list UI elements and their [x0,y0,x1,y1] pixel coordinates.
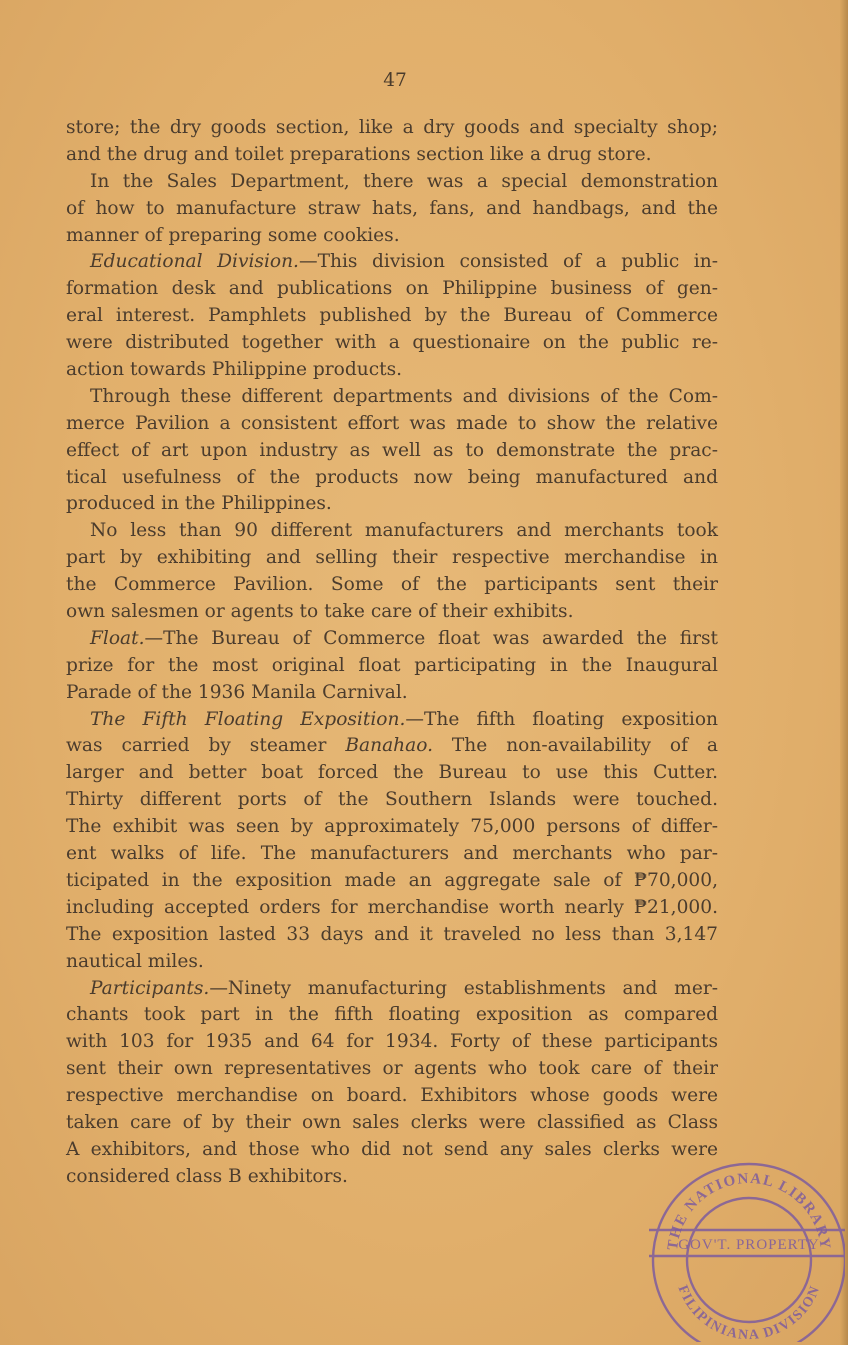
text-line [66,895,718,922]
text-segment: —The Bureau of Commerce float was awarded the first [144,627,718,649]
italic-heading: Participants. [90,977,210,999]
text-segment: The exhibit was seen by approximately 75,000 persons of differ- [66,816,718,838]
text-segment: Through these different departments and divisions of the Com- [90,385,718,407]
text-line [66,733,718,760]
text-segment: including accepted orders for merchandise worth nearly ₱21,000. [66,896,718,918]
text-segment: prize for the most original float participating in the Inaugural [66,654,718,676]
text-line [66,1029,718,1056]
text-line [66,249,718,276]
page-edge [840,0,848,1345]
text-segment: were distributed together with a questionaire on the public re- [66,332,718,354]
text-segment: tical usefulness of the products now being manufactured and [66,466,718,488]
text-line [66,841,718,868]
text-line [66,653,718,680]
text-segment: manner of preparing some cookies. [66,224,400,246]
stamp-outer-ring [653,1164,845,1342]
text-line [66,545,718,572]
text-line [66,626,718,653]
text-segment: eral interest. Pamphlets published by the Bureau of Commerce [66,305,718,327]
text-line [66,276,718,303]
text-segment: ticipated in the exposition made an aggregate sale of ₱70,000, [66,869,718,891]
text-segment: chants took part in the fifth floating exposition as compared [66,1004,718,1026]
text-line [66,438,718,465]
text-segment: larger and better boat forced the Bureau to use this Cutter. [66,762,718,784]
text-line [66,1110,718,1137]
page-number: 47 [383,70,407,91]
text-line [66,572,718,599]
text-segment: effect of art upon industry as well as to demonstrate the prac- [66,439,718,461]
text-segment: —This division consisted of a public in- [298,251,719,273]
text-line [66,787,718,814]
text-line [66,868,718,895]
text-segment: of how to manufacture straw hats, fans, and handbags, and the [66,197,718,219]
text-line [66,411,718,438]
text-line [66,330,718,357]
text-segment: store; the dry goods section, like a dry goods and specialty shop; [66,117,718,138]
text-line [66,115,718,142]
text-segment: formation desk and publications on Philippine business of gen- [66,278,718,300]
text-segment: taken care of by their own sales clerks were classified as Class [66,1111,718,1133]
italic-heading: Banahao. [345,735,433,757]
text-line [66,1083,718,1110]
text-segment: with 103 for 1935 and 64 for 1934. Forty of these participants [66,1031,718,1053]
text-line [66,518,718,545]
stamp-top-text: THE NATIONAL LIBRARY [665,1170,833,1252]
italic-heading: Educational Division. [90,251,299,273]
text-line [66,303,718,330]
text-segment: action towards Philippine products. [66,359,403,381]
text-line [66,814,718,841]
text-segment: respective merchandise on board. Exhibitors whose goods were [66,1085,718,1107]
text-segment: and the drug and toilet preparations section like a drug store. [66,143,652,165]
library-stamp [645,1160,845,1342]
text-line [66,169,718,196]
text-segment: Thirty different ports of the Southern Islands were touched. [66,789,718,811]
text-segment: —The fifth floating exposition [405,708,718,730]
italic-heading: The Fifth Floating Exposition. [90,708,406,730]
text-line [66,599,718,626]
text-line [66,760,718,787]
body-text [66,115,718,1191]
text-segment: sent their own representatives or agents who took care of their [66,1058,718,1080]
text-line [66,465,718,492]
text-segment: In the Sales Department, there was a special demonstration [90,170,718,192]
text-line [66,196,718,223]
text-segment: merce Pavilion a consistent effort was made to show the relative [66,412,718,434]
text-segment: part by exhibiting and selling their respective merchandise in [66,547,718,569]
text-segment: the Commerce Pavilion. Some of the participants sent their [66,574,718,596]
text-segment: —Ninety manufacturing establishments and mer- [209,977,718,999]
italic-heading: Float. [90,627,145,649]
text-segment: considered class B exhibitors. [66,1165,348,1187]
text-line [66,491,718,518]
text-line [66,680,718,707]
text-segment: Parade of the 1936 Manila Carnival. [66,681,408,703]
text-line [66,142,718,169]
text-line [66,1137,718,1164]
text-line [66,1164,718,1191]
text-segment: A exhibitors, and those who did not send any sales clerks were [66,1138,718,1160]
stamp-inner-ring [687,1198,811,1322]
text-line [66,357,718,384]
text-line [66,384,718,411]
text-segment: own salesmen or agents to take care of their exhibits. [66,601,574,623]
text-line [66,1002,718,1029]
text-line [66,223,718,250]
text-segment: produced in the Philippines. [66,493,332,515]
text-segment: ent walks of life. The manufacturers and merchants who par- [66,843,718,865]
text-segment: The non-availability of a [433,735,718,757]
text-line [66,707,718,734]
text-line [66,976,718,1003]
text-segment: The exposition lasted 33 days and it traveled no less than 3,147 [66,923,718,945]
text-segment: was carried by steamer [66,735,346,757]
text-line [66,922,718,949]
stamp-middle-text: GOV'T. PROPERTY [678,1237,820,1253]
text-line [66,1056,718,1083]
text-segment: No less than 90 different manufacturers and merchants took [90,520,718,542]
stamp-bottom-text: FILIPINIANA DIVISION [674,1283,824,1342]
text-segment: nautical miles. [66,950,204,972]
text-line [66,949,718,976]
